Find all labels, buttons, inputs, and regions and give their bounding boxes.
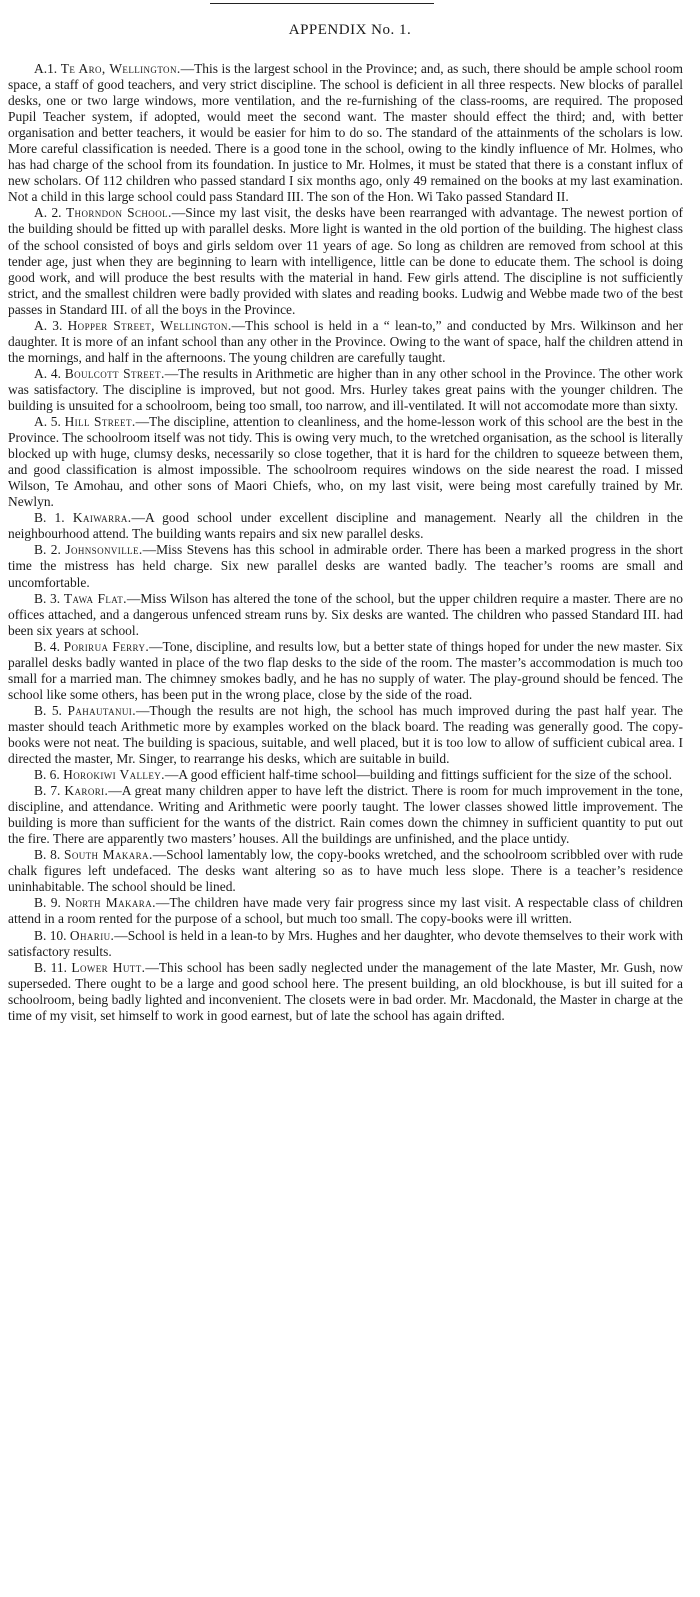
- school-name: North Makara.: [65, 895, 156, 911]
- entry-code: B. 8.: [34, 847, 61, 863]
- entry-b1: [8, 510, 683, 542]
- entry-text: —A good school under excellent discipline and management. Nearly all the children in the neighbourhood attend. The building wants repairs and six new parallel desks.: [8, 510, 683, 542]
- school-name: Karori.: [64, 783, 109, 799]
- entry-a3: [8, 318, 683, 366]
- entry-b9: [8, 895, 683, 927]
- entry-code: B. 6.: [34, 767, 60, 783]
- entry-a2: [8, 205, 683, 317]
- entry-code: B. 2.: [34, 542, 61, 558]
- entry-b3: [8, 591, 683, 639]
- entry-b4: [8, 639, 683, 703]
- entry-text: —This school has been sadly neglected under the management of the late Master, Mr. Gush, now superseded. There ought to be a large and good school here. The present building, an old blockhouse, is but ill suited for a schoolroom, being badly lighted and inconvenient. The closets were in bad order. Mr. Macdonald, the Master in charge at the time of my visit, set himself to work in good earnest, but of late the school has again drifted.: [8, 959, 683, 1023]
- entry-code: B. 10.: [34, 927, 67, 943]
- entry-code: A. 3.: [34, 317, 63, 333]
- school-name: Kaiwarra.: [72, 510, 132, 526]
- entry-text: —A great many children apper to have left the district. There is room for much improvement in the tone, discipline, and attendance. Writing and Arithmetic were poorly taught. The lower classes showed little improvement. The building is more than sufficient for the wants of the district. Rain comes down the chimney in sufficient quantity to put out the fire. There are apparently two masters’ houses. All the buildings are unfinished, and the place untidy.: [8, 783, 683, 847]
- entry-text: —The discipline, attention to cleanliness, and the home-lesson work of this school are the best in the Province. The schoolroom itself was not tidy. This is owing very much, to the wretched organisation, as the school is literally blocked up with huge, clumsy desks, necessarily so close together, that it is hard for the children to squeeze between them, and good classification is almost impossible. The schoolroom requires windows on the side nearest the road. I missed Wilson, Te Amohau, and other sons of Maori Chiefs, who, on my last visit, were being most carefully trained by Mr. Newlyn.: [8, 414, 683, 510]
- entry-text: —Tone, discipline, and results low, but a better state of things hoped for under the new master. Six parallel desks badly wanted in place of the two flap desks to the side of the room. The master’s accommodation is much too small for a married man. The chimney smokes badly, and he has no supply of water. The play-ground should be fenced. The school like some others, has been put in the wrong place, close by the side of the road.: [8, 638, 683, 702]
- entry-text: —Miss Stevens has this school in admirable order. There has been a marked progress in the short time the mistress has held charge. Six new parallel desks are wanted badly. The teacher’s rooms are small and uncomfortable.: [8, 542, 683, 590]
- school-name: Boulcott Street.: [64, 365, 165, 381]
- entry-text: —The results in Arithmetic are higher than in any other school in the Province. The other work was satisfactory. The discipline is improved, but not good. Mrs. Hurley takes great pains with the younger children. The building is unsuited for a schoolroom, being too small, too narrow, and ill-ventilated. It will not accomodate more than sixty.: [8, 365, 683, 413]
- entry-text: —Though the results are not high, the school has much improved during the past half year. The master should teach Arithmetic more by examples worked on the black board. The reading was generally good. The copy-books were not neat. The building is spacious, suitable, and well placed, but it is too low to allow of sufficient cubical area. I directed the master, Mr. Singer, to rearrange his desks, which are suitable in build.: [8, 702, 683, 767]
- entry-code: B. 9.: [34, 895, 61, 911]
- entry-code: A. 4.: [34, 365, 61, 381]
- entry-code: B. 1.: [34, 510, 65, 526]
- entry-b7: [8, 783, 683, 847]
- school-name: Horokiwi Valley.: [63, 767, 165, 783]
- school-name: Lower Hutt.: [71, 959, 146, 975]
- school-name: Ohariu.: [69, 927, 115, 943]
- entry-a4: [8, 366, 683, 414]
- appendix-body: [8, 61, 683, 1024]
- appendix-heading: APPENDIX No. 1.: [288, 22, 412, 38]
- entry-text: —Since my last visit, the desks have been rearranged with advantage. The newest portion of the building should be fitted up with parallel desks. More light is wanted in the old portion of the building. The highest class of the school consisted of boys and girls seldom over 11 years of age. So long as children are removed from school at this tender age, just when they are beginning to learn with intelligence, little can be done to educate them. The school is doing good work, and will produce the best results with the material in hand. Few girls attend. The discipline is not sufficiently strict, and the smallest children were badly provided with slates and reading books. Ludwig and Webbe made two of the best passes in Standard III. of all the boys in the Province.: [8, 205, 683, 317]
- entry-a5: [8, 414, 683, 510]
- entry-text: —This school is held in a “ lean-to,” and conducted by Mrs. Wilkinson and her daughter. It is more of an infant school than any other in the Province. Owing to the want of space, half the children attend in the mornings, and half in the afternoons. The young children are carefully taught.: [8, 317, 683, 365]
- entry-b5: [8, 703, 683, 767]
- entry-code: A. 5.: [34, 414, 61, 430]
- entry-b2: [8, 542, 683, 590]
- entry-b8: [8, 847, 683, 895]
- entry-b6: [8, 767, 683, 783]
- entry-text: —This is the largest school in the Province; and, as such, there should be ample school room space, a staff of good teachers, and very strict discipline. The school is deficient in all three respects. New blocks of parallel desks, one or two large windows, more ventilation, and the re-furnishing of the class-rooms, are required. The proposed Pupil Teacher system, if adopted, would meet the second want. The master should effect the third; and, with better organisation and better teachers, it would be easier for him to do so. The standard of the attainments of the scholars is low. More careful classification is needed. There is a good tone in the school, owing to the kindly influence of Mr. Holmes, who has had charge of the school from its foundation. In justice to Mr. Holmes, it must be stated that there is a constant influx of new scholars. Of 112 children who passed standard I six months ago, only 49 remained on the books at my last examination. Not a child in this large school could pass Standard III. The son of the Hon. Wi Tako passed Standard II.: [8, 61, 683, 205]
- school-name: South Makara.: [63, 847, 153, 863]
- entry-b11: [8, 960, 683, 1024]
- entry-code: B. 4.: [34, 638, 60, 654]
- school-name: Pahautanui.: [67, 702, 136, 718]
- top-rule: [210, 3, 434, 4]
- school-name: Te Aro, Wellington.: [60, 61, 181, 76]
- entry-code: B. 11.: [34, 959, 67, 975]
- entry-code: A.1.: [34, 61, 58, 76]
- entry-code: A. 2.: [34, 205, 62, 221]
- school-name: Johnsonville.: [65, 542, 143, 558]
- entry-a1: [8, 61, 683, 205]
- entry-b10: [8, 928, 683, 960]
- school-name: Hopper Street, Wellington.: [67, 317, 232, 333]
- entry-text: —School lamentably low, the copy-books wretched, and the schoolroom scribbled over with rude chalk figures left undefaced. The desks want altering so as to have much less slope. There is a teacher’s residence uninhabitable. The school should be lined.: [8, 847, 684, 895]
- entry-code: B. 3.: [34, 590, 61, 606]
- school-name: Thorndon School.: [65, 205, 172, 221]
- entry-code: B. 7.: [34, 783, 61, 799]
- entry-text: —The children have made very fair progress since my last visit. A respectable class of children attend in a room rented for the purpose of a school, but much too small. The copy-books were ill written.: [8, 895, 684, 927]
- school-name: Hill Street.: [64, 414, 136, 430]
- school-name: Porirua Ferry.: [63, 638, 150, 654]
- entry-text: —School is held in a lean-to by Mrs. Hughes and her daughter, who devote themselves to their work with satisfactory results.: [8, 927, 684, 959]
- entry-text: —A good efficient half-time school—building and fittings sufficient for the size of the school.: [164, 767, 672, 783]
- entry-code: B. 5.: [34, 702, 62, 718]
- entry-text: —Miss Wilson has altered the tone of the school, but the upper children require a master. There are no offices attached, and a dangerous unfenced stream runs by. Six desks are wanted. The children who passed Standard III. had been six years at school.: [8, 590, 683, 638]
- school-name: Tawa Flat.: [63, 590, 127, 606]
